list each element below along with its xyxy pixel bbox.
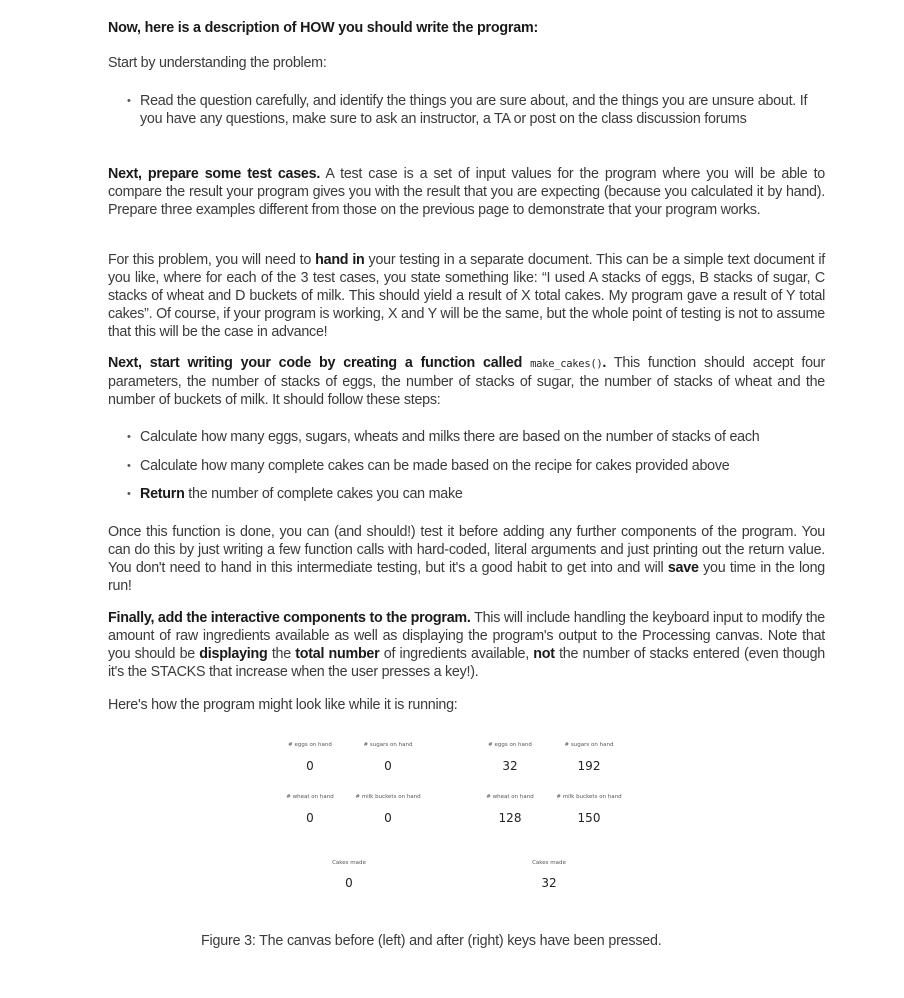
eggs-label: # eggs on hand [288, 742, 332, 748]
finally-text: of ingredients available, [379, 646, 534, 662]
step-bold: Return [140, 486, 185, 503]
once-done-post: you time in the long run! [108, 560, 826, 594]
finally-bold: total number [295, 646, 380, 662]
hand-in-bold: hand in [315, 252, 365, 268]
milk-value: 150 [577, 811, 601, 825]
figure-caption: Figure 3: The canvas before (left) and after (right) keys have been pressed. [201, 933, 662, 949]
function-paragraph [108, 354, 825, 409]
finally-paragraph [108, 609, 825, 681]
eggs-value: 32 [502, 759, 518, 773]
sugars-label: # sugars on hand [363, 742, 413, 748]
milk-label: # milk buckets on hand [556, 794, 622, 800]
hand-in-text-pre: For this problem, you will need to [108, 252, 316, 268]
finally-text: This will include handling the keyboard input to modify the amount of raw ingredients available as well as displaying the program's output to the Processing canvas. Note that you should be [108, 610, 826, 662]
understand-list [127, 92, 825, 128]
canvas-before [255, 720, 455, 900]
section-heading: Now, here is a description of HOW you should write the program: [108, 20, 539, 36]
cakes-label: Cakes made [332, 860, 366, 866]
test-cases-lead: Next, prepare some test cases. [108, 166, 321, 182]
step-text: the number of complete cakes you can make [184, 486, 463, 503]
step-text: Calculate how many eggs, sugars, wheats and milks there are based on the number of stacks of each [140, 429, 760, 445]
finally-lead: Finally, add the interactive components to the program. [108, 610, 471, 626]
list-item [127, 428, 825, 446]
sugars-label: # sugars on hand [564, 742, 614, 748]
milk-value: 0 [384, 811, 392, 825]
intro-text: Start by understanding the problem: [108, 55, 327, 71]
function-lead-end: . [602, 355, 607, 371]
wheat-value: 0 [306, 811, 314, 825]
finally-bold: not [533, 646, 555, 662]
eggs-label: # eggs on hand [488, 742, 532, 748]
finally-text: the [267, 646, 296, 662]
test-cases-paragraph [108, 165, 825, 219]
hand-in-paragraph [108, 251, 825, 341]
sugars-value: 192 [577, 759, 601, 773]
function-lead: Next, start writing your code by creating a function called [108, 355, 531, 371]
hand-in-text-post: your testing in a separate document. This can be a simple text document if you like, where for each of the 3 test cases, you state something like: “I used A stacks of eggs, B stacks of sugar, C stacks of wheat and D buckets of milk. This should yield a result of X total cakes. My program gave a result of Y total cakes”. Of course, if your program is working, X and Y will be the same, but the whole point of testing is not to assume that this will be the case in advance! [108, 252, 826, 340]
wheat-label: # wheat on hand [486, 794, 534, 800]
wheat-label: # wheat on hand [286, 794, 334, 800]
list-item [127, 485, 825, 503]
milk-label: # milk buckets on hand [355, 794, 421, 800]
once-done-pre: Once this function is done, you can (and should!) test it before adding any further components of the program. You can do this by just writing a few function calls with hard-coded, literal arguments and just printing out the return value. You don't need to hand in this intermediate testing, but it's a good habit to get into and will [108, 524, 825, 576]
function-code: make_cakes() [530, 358, 603, 370]
test-cases-text: A test case is a set of input values for the program where you will be able to compare the result your program gives you with the result that you are expecting (because you calculated it by hand). Prepare three examples different from those on the previous page to demonstrate that your program works. [108, 166, 825, 218]
step-text: Calculate how many complete cakes can be made based on the recipe for cakes provided above [140, 457, 730, 474]
once-done-bold: save [667, 560, 699, 576]
sugars-value: 0 [384, 759, 392, 773]
steps-list [127, 428, 825, 514]
cakes-value: 32 [541, 876, 557, 890]
running-intro: Here's how the program might look like while it is running: [108, 697, 458, 713]
list-item [127, 457, 825, 475]
eggs-value: 0 [306, 759, 314, 773]
function-text: This function should accept four parameters, the number of stacks of eggs, the number of stacks of sugar, the number of stacks of wheat and the number of buckets of milk. It should follow these steps: [108, 355, 825, 408]
once-done-paragraph [108, 523, 825, 595]
cakes-label: Cakes made [532, 860, 566, 866]
finally-text: the number of stacks entered (even though it's the STACKS that increase when the user presses a key!). [108, 646, 826, 680]
cakes-value: 0 [345, 876, 353, 890]
list-item: • Read the question carefully, and identify the things you are sure about, and the things you are unsure about. If you have any questions, make sure to ask an instructor, a TA or post on the class discussion forums [127, 92, 825, 128]
finally-bold: displaying [199, 646, 268, 662]
wheat-value: 128 [498, 811, 522, 825]
canvas-after [456, 720, 656, 900]
